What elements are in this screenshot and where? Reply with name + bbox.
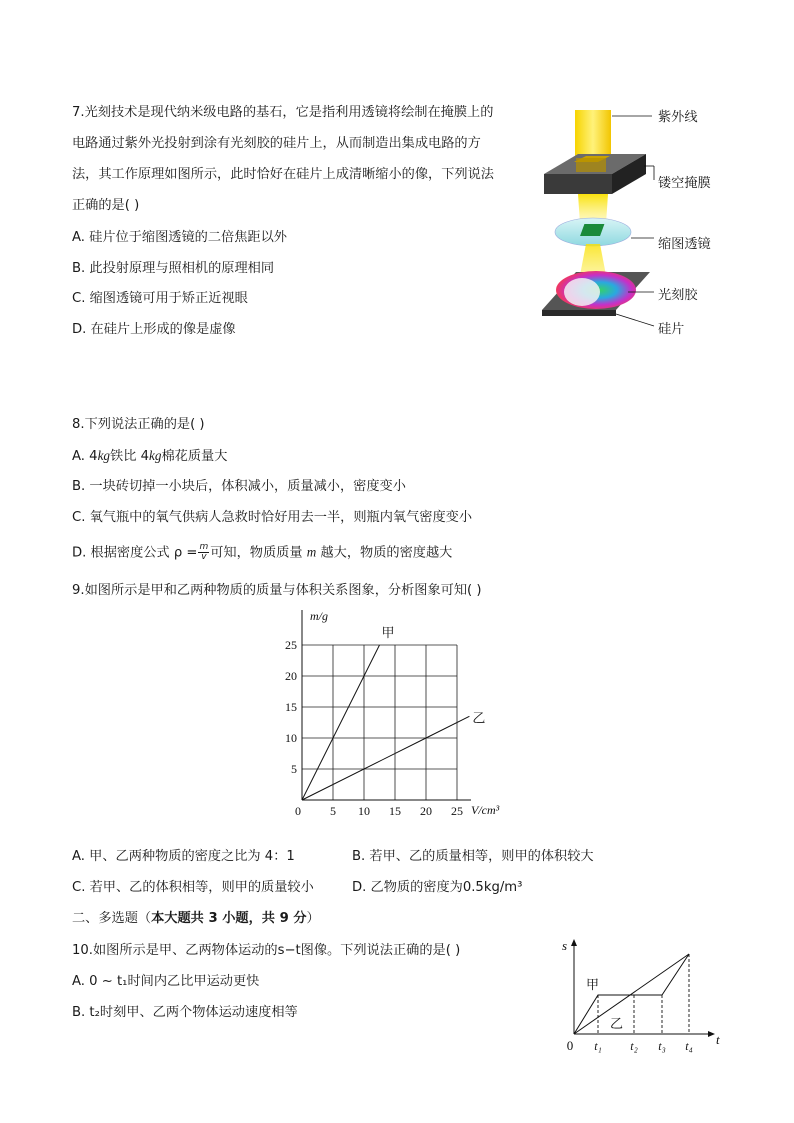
fraction-numerator: m	[199, 542, 209, 552]
q9-option-a: A. 甲、乙两种物质的密度之比为 4：1	[72, 849, 295, 864]
variable-m: m	[306, 544, 317, 560]
q8-a-text: A. 4	[72, 449, 98, 464]
origin-label: 0	[566, 1038, 574, 1053]
q7-option-a: A. 硅片位于缩图透镜的二倍焦距以外	[72, 230, 287, 245]
x-axis-label: V/cm³	[471, 803, 500, 817]
q9-stem: 9.如图所示是甲和乙两种物质的质量与体积关系图象，分析图象可知( )	[72, 583, 482, 598]
section-title: ）	[306, 911, 320, 926]
section-info: 本大题共 3 小题，共 9 分	[151, 911, 307, 926]
y-tick-label: 15	[285, 700, 297, 714]
q8-option-a	[72, 447, 227, 466]
q8-option-d	[72, 543, 452, 563]
q9-option-c: C. 若甲、乙的体积相等，则甲的质量较小	[72, 880, 314, 895]
series-line-yi	[302, 716, 469, 800]
x-tick-label: t₁	[594, 1039, 602, 1053]
x-tick-label: 25	[451, 804, 463, 818]
series-label: 乙	[472, 710, 486, 726]
series-line-jia	[302, 645, 380, 800]
y-tick-label: 25	[285, 638, 297, 652]
series-label: 甲	[586, 977, 600, 992]
q7-stem-line: 7.光刻技术是现代纳米级电路的基石，它是指利用透镜将绘制在掩膜上的	[72, 105, 494, 120]
unit-kg: kg	[149, 448, 162, 463]
x-tick-label: 0	[295, 804, 301, 818]
y-axis-arrow	[571, 939, 577, 946]
series-label: 甲	[381, 625, 395, 640]
q7-option-b: B. 此投射原理与照相机的原理相同	[72, 261, 275, 276]
q9-option-d: D. 乙物质的密度为0.5kg/m³	[352, 880, 523, 895]
series-line-yi	[574, 954, 689, 1034]
y-tick-label: 20	[285, 669, 297, 683]
y-axis-label: m/g	[310, 609, 328, 623]
label-mask: 镂空掩膜	[658, 176, 711, 191]
x-tick-label: 10	[358, 804, 370, 818]
y-axis-label: s	[562, 938, 568, 953]
label-uv: 紫外线	[658, 110, 698, 125]
q8-a-text: 棉花质量大	[161, 449, 228, 464]
q10-stem: 10.如图所示是甲、乙两物体运动的s−t图像。下列说法正确的是( )	[72, 943, 461, 958]
q8-option-c: C. 氧气瓶中的氧气供病人急救时恰好用去一半，则瓶内氧气密度变小	[72, 510, 473, 525]
s-t-svg	[556, 936, 736, 1062]
q7-stem-line: 法，其工作原理如图所示，此时恰好在硅片上成清晰缩小的像，下列说法	[72, 167, 494, 182]
label-photoresist: 光刻胶	[658, 288, 698, 303]
x-tick-label: 5	[330, 804, 336, 818]
x-tick-label: t₂	[630, 1039, 638, 1053]
q7-stem-line: 电路通过紫外光投射到涂有光刻胶的硅片上，从而制造出集成电路的方	[72, 136, 481, 151]
q8-stem: 8.下列说法正确的是( )	[72, 417, 205, 432]
x-tick-label: t₃	[658, 1039, 666, 1053]
section-title: 二、多选题（	[72, 911, 152, 926]
fraction-denominator: v	[201, 552, 207, 562]
lithography-figure	[530, 96, 750, 346]
q8-d-text: D. 根据密度公式 ρ =	[72, 545, 198, 561]
x-tick-label: 15	[389, 804, 401, 818]
q8-d-text: 越大，物质的密度越大	[320, 545, 453, 561]
q7-option-c: C. 缩图透镜可用于矫正近视眼	[72, 291, 248, 306]
q8-d-text: 可知，物质质量	[210, 545, 303, 561]
x-tick-label: t₄	[685, 1039, 693, 1053]
density-fraction	[198, 543, 209, 562]
q9-option-b: B. 若甲、乙的质量相等，则甲的体积较大	[352, 849, 594, 864]
section-heading	[72, 910, 320, 928]
q8-option-b: B. 一块砖切掉一小块后，体积减小，质量减小，密度变小	[72, 479, 406, 494]
mass-volume-svg	[270, 604, 530, 820]
label-lens: 缩图透镜	[658, 237, 711, 252]
s-t-chart	[556, 936, 736, 1062]
q7-option-d: D. 在硅片上形成的像是虚像	[72, 322, 236, 337]
lithography-illustration	[530, 96, 750, 346]
x-tick-label: 20	[420, 804, 432, 818]
y-tick-label: 10	[285, 731, 297, 745]
x-axis-label: t	[716, 1032, 720, 1047]
q10-option-a: A. 0 ~ t₁时间内乙比甲运动更快	[72, 974, 260, 989]
q8-a-text: 铁比 4	[110, 449, 149, 464]
q7-stem-line: 正确的是( )	[72, 198, 140, 213]
unit-kg: kg	[97, 448, 111, 463]
q10-option-b: B. t₂时刻甲、乙两个物体运动速度相等	[72, 1005, 298, 1020]
x-axis-arrow	[708, 1031, 715, 1037]
y-tick-label: 5	[291, 762, 297, 776]
series-label: 乙	[610, 1016, 624, 1031]
mass-volume-chart	[270, 604, 530, 820]
label-wafer: 硅片	[658, 322, 685, 337]
